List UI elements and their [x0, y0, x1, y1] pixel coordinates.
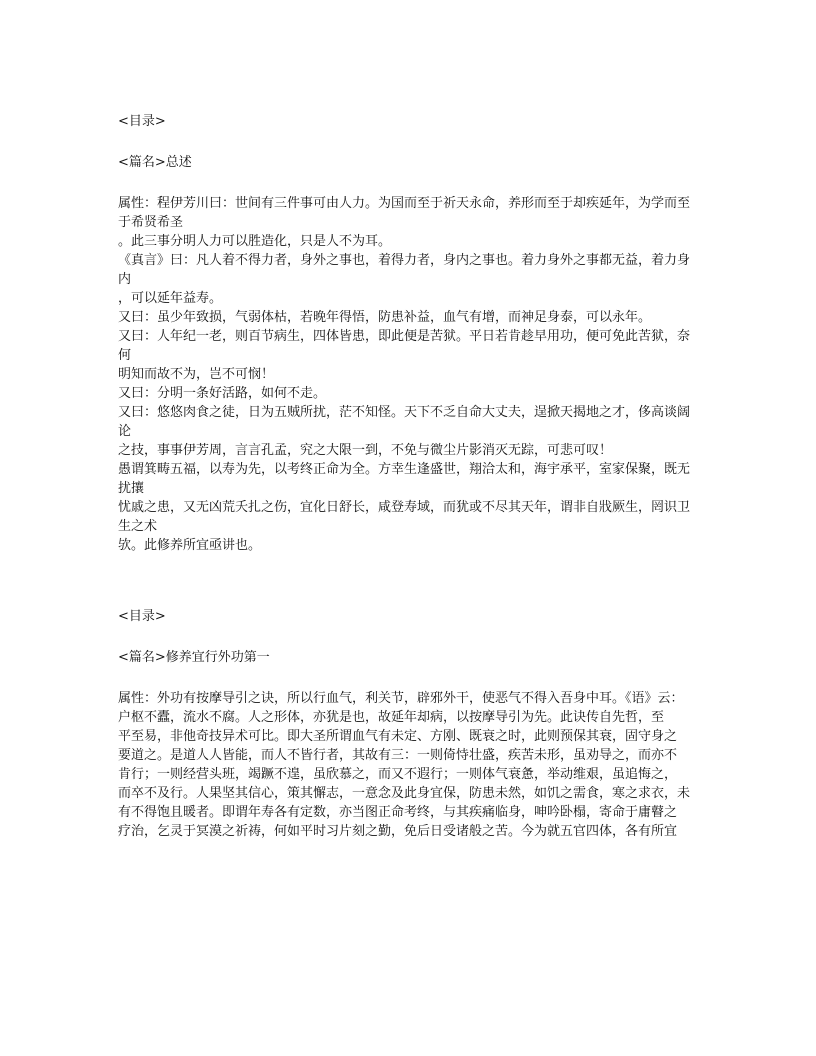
text-line: 而卒不及行。人果坚其信心，策其懈志，一意念及此身宜保，防患未然，如饥之需食，寒之求衣，未	[118, 786, 691, 801]
document-page	[118, 112, 700, 841]
text-line: 。此三事分明人力可以胜造化，只是人不为耳。	[118, 234, 392, 249]
text-line: 明知而故不为，岂不可悯！	[118, 367, 275, 382]
chapter-body	[118, 194, 700, 555]
text-line: 又曰：虽少年致损，气弱体枯，若晚年得悟，防患补益，血气有增，而神足身泰，可以永年。	[118, 310, 652, 325]
text-line: 又曰：悠悠肉食之徒，日为五贼所扰，茫不知怪。天下不乏自命大丈夫，逞掀天揭地之才，侈高谈阔论	[118, 405, 691, 439]
text-line: 属性：外功有按摩导引之诀，所以行血气，利关节，辟邪外干，使恶气不得入吾身中耳。《语》云：	[118, 691, 684, 706]
text-line: 属性：程伊芳川曰：世间有三件事可由人力。为国而至于祈天永命，养形而至于却疾延年，为学而至于希贤希圣	[118, 196, 691, 230]
toc-tag: <目录>	[118, 609, 166, 624]
text-line: 又曰：分明一条好活路，如何不走。	[118, 386, 327, 401]
text-line: 《真言》曰：凡人着不得力者，身外之事也，着得力者，身内之事也。着力身外之事都无益，着力身内	[118, 253, 691, 287]
text-line: 户枢不蠹，流水不腐。人之形体，亦犹是也，故延年却病，以按摩导引为先。此诀传自先哲，至	[118, 710, 665, 725]
text-line: 肯行；一则经营头班，竭蹶不遑，虽欣慕之，而又不遐行；一则体气衰惫，举动维艰，虽追悔之，	[118, 767, 678, 782]
text-line: 疗治，乞灵于冥漠之祈祷，何如平时习片刻之勤，免后日受诸般之苦。今为就五官四体，各有所宜	[118, 824, 678, 839]
text-line: 平至易，非他奇技异术可比。即大圣所谓血气有未定、方刚、既衰之时，此则预保其衰，固守身之	[118, 729, 678, 744]
text-line: ，可以延年益寿。	[118, 291, 223, 306]
chapter-title: <篇名>修养宜行外功第一	[118, 650, 270, 665]
chapter-body	[118, 689, 700, 841]
toc-tag: <目录>	[118, 114, 166, 129]
text-line: 欤。此修养所宜亟讲也。	[118, 538, 262, 553]
text-line: 又曰：人年纪一老，则百节病生，四体皆患，即此便是苦狱。平日若肯趁早用功，便可免此苦狱，奈何	[118, 329, 691, 363]
text-line: 有不得饱且暖者。即谓年寿各有定数，亦当图正命考终，与其疾痛临身，呻吟卧榻，寄命于庸瞽之	[118, 805, 678, 820]
text-line: 之技，事事伊芳周，言言孔孟，究之大限一到，不免与微尘片影消灭无踪，可悲可叹！	[118, 443, 613, 458]
text-line: 忧戚之患，又无凶荒夭扎之伤，宜化日舒长，咸登寿域，而犹或不尽其天年，谓非自戕厥生，罔识卫生之术	[118, 500, 691, 534]
text-line: 要道之。是道人人皆能，而人不皆行者，其故有三：一则倚恃壮盛，疾苦未形，虽劝导之，而亦不	[118, 748, 678, 763]
text-line: 愚谓箕畴五福，以寿为先，以考终正命为全。方幸生逢盛世，翔洽太和，海宇承平，室家保聚，既无扰攘	[118, 462, 691, 496]
chapter-title: <篇名>总述	[118, 155, 192, 170]
